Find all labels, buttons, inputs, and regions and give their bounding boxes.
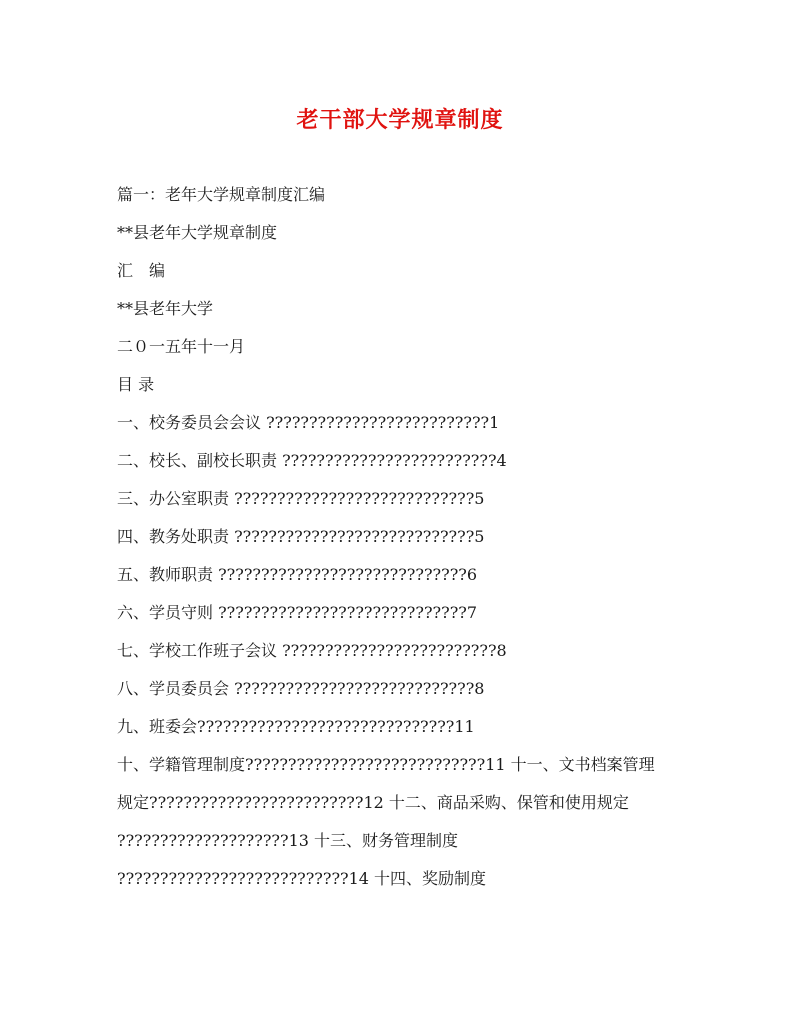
toc-entry: 三、办公室职责 ????????????????????????????5 [117, 489, 485, 508]
text-line: 二０一五年十一月 [117, 337, 246, 356]
toc-entry: ????????????????????13 十三、财务管理制度 [117, 831, 459, 850]
toc-entry: 十、学籍管理制度????????????????????????????11 十一、文书档案管理 [117, 755, 655, 774]
toc-entry: 六、学员守则 ?????????????????????????????7 [117, 603, 478, 622]
text-line: **县老年大学 [117, 299, 214, 318]
toc-heading: 目 录 [117, 375, 155, 394]
toc-entry: 九、班委会??????????????????????????????11 [117, 717, 475, 736]
toc-entry: 四、教务处职责 ????????????????????????????5 [117, 527, 485, 546]
toc-entry: 二、校长、副校长职责 ?????????????????????????4 [117, 451, 507, 470]
toc-entry: 一、校务委员会会议 ??????????????????????????1 [117, 413, 500, 432]
toc-entry: 规定?????????????????????????12 十二、商品采购、保管和使用规定 [117, 793, 629, 812]
text-line: **县老年大学规章制度 [117, 223, 278, 242]
document-body [117, 176, 697, 898]
toc-entry: 八、学员委员会 ????????????????????????????8 [117, 679, 485, 698]
text-line: 汇 编 [117, 261, 166, 280]
toc-entry: 五、教师职责 ?????????????????????????????6 [117, 565, 478, 584]
document-title: 老干部大学规章制度 [296, 107, 504, 133]
text-line: 篇一：老年大学规章制度汇编 [117, 185, 326, 204]
toc-entry: ???????????????????????????14 十四、奖励制度 [117, 869, 487, 888]
toc-entry: 七、学校工作班子会议 ?????????????????????????8 [117, 641, 507, 660]
